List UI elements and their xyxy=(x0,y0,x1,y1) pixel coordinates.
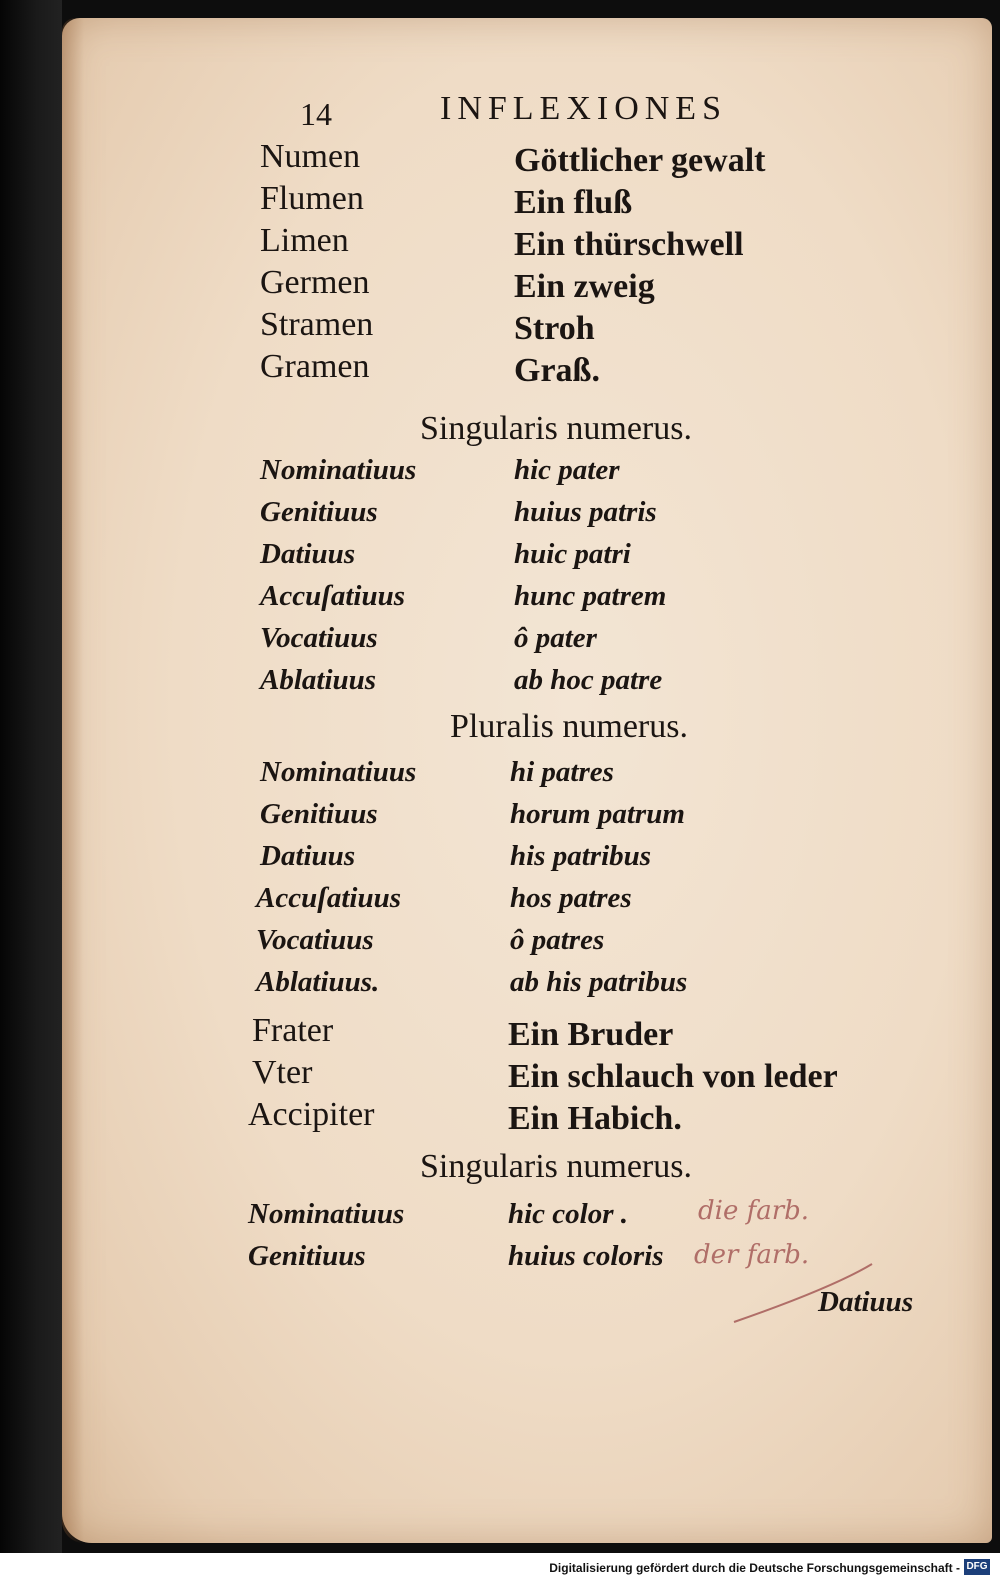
vocab-german: Stroh xyxy=(514,310,595,347)
case-form: hunc patrem xyxy=(514,580,667,612)
vocab-german: Ein thürschwell xyxy=(514,226,744,263)
page-number: 14 xyxy=(300,96,332,132)
case-name: Genitiuus xyxy=(260,798,378,830)
catchword: Datiuus xyxy=(818,1286,914,1318)
case-form: hos patres xyxy=(510,882,632,914)
case-name: Ablatiuus xyxy=(260,664,377,696)
case-name: Nominatiuus xyxy=(248,1198,405,1230)
case-name: Genitiuus xyxy=(260,496,378,528)
book-page xyxy=(62,18,992,1543)
section-heading: Singularis numerus. xyxy=(420,1148,692,1185)
case-form: ô patres xyxy=(510,924,605,956)
case-name: Vocatiuus xyxy=(256,924,374,956)
case-form: huic patri xyxy=(514,538,631,570)
vocab-latin: Germen xyxy=(260,264,370,301)
vocab-latin: Accipiter xyxy=(248,1096,375,1133)
vocab-latin: Stramen xyxy=(260,306,374,343)
case-form: hi patres xyxy=(510,756,614,788)
running-title: INFLEXIONES xyxy=(440,90,727,127)
vocab-latin: Gramen xyxy=(260,348,370,385)
vocab-german: Ein schlauch von leder xyxy=(508,1058,838,1095)
vocab-german: Ein Bruder xyxy=(508,1016,674,1053)
case-form: huius coloris xyxy=(508,1240,664,1272)
case-form: ab hoc patre xyxy=(514,664,663,696)
section-heading: Pluralis numerus. xyxy=(450,708,688,745)
case-form: ô pater xyxy=(514,622,597,654)
vocab-latin: Numen xyxy=(260,138,361,175)
vocab-german: Ein Habich. xyxy=(508,1100,682,1137)
digitization-footer xyxy=(0,1553,1000,1588)
case-form: huius patris xyxy=(514,496,657,528)
vocab-german: Göttlicher gewalt xyxy=(514,142,766,179)
vocab-german: Ein fluß xyxy=(514,184,633,221)
dfg-logo-icon: DFG xyxy=(964,1559,990,1575)
section-heading: Singularis numerus. xyxy=(420,410,692,447)
case-name: Accuſatiuus xyxy=(260,580,406,612)
handwritten-note: der farb. xyxy=(694,1240,810,1270)
case-name: Vocatiuus xyxy=(260,622,378,654)
footer-text: Digitalisierung gefördert durch die Deutsche Forschungsgemeinschaft - xyxy=(549,1561,960,1575)
case-name: Datiuus xyxy=(260,840,356,872)
case-name: Datiuus xyxy=(260,538,356,570)
vocab-german: Ein zweig xyxy=(514,268,655,305)
case-form: his patribus xyxy=(510,840,652,872)
book-spine xyxy=(0,0,62,1560)
vocab-latin: Flumen xyxy=(260,180,364,217)
case-name: Ablatiuus. xyxy=(256,966,380,998)
case-name: Genitiuus xyxy=(248,1240,366,1272)
case-form: hic pater xyxy=(514,454,620,486)
vocab-latin: Vter xyxy=(252,1054,313,1091)
case-form: ab his patribus xyxy=(510,966,688,998)
vocab-latin: Limen xyxy=(260,222,349,259)
case-form: horum patrum xyxy=(510,798,685,830)
vocab-latin: Frater xyxy=(252,1012,334,1049)
handwritten-note: die farb. xyxy=(698,1196,810,1226)
case-name: Accuſatiuus xyxy=(256,882,402,914)
case-name: Nominatiuus xyxy=(260,454,417,486)
vocab-german: Graß. xyxy=(514,352,600,389)
case-form: hic color . xyxy=(508,1198,629,1230)
case-name: Nominatiuus xyxy=(260,756,417,788)
